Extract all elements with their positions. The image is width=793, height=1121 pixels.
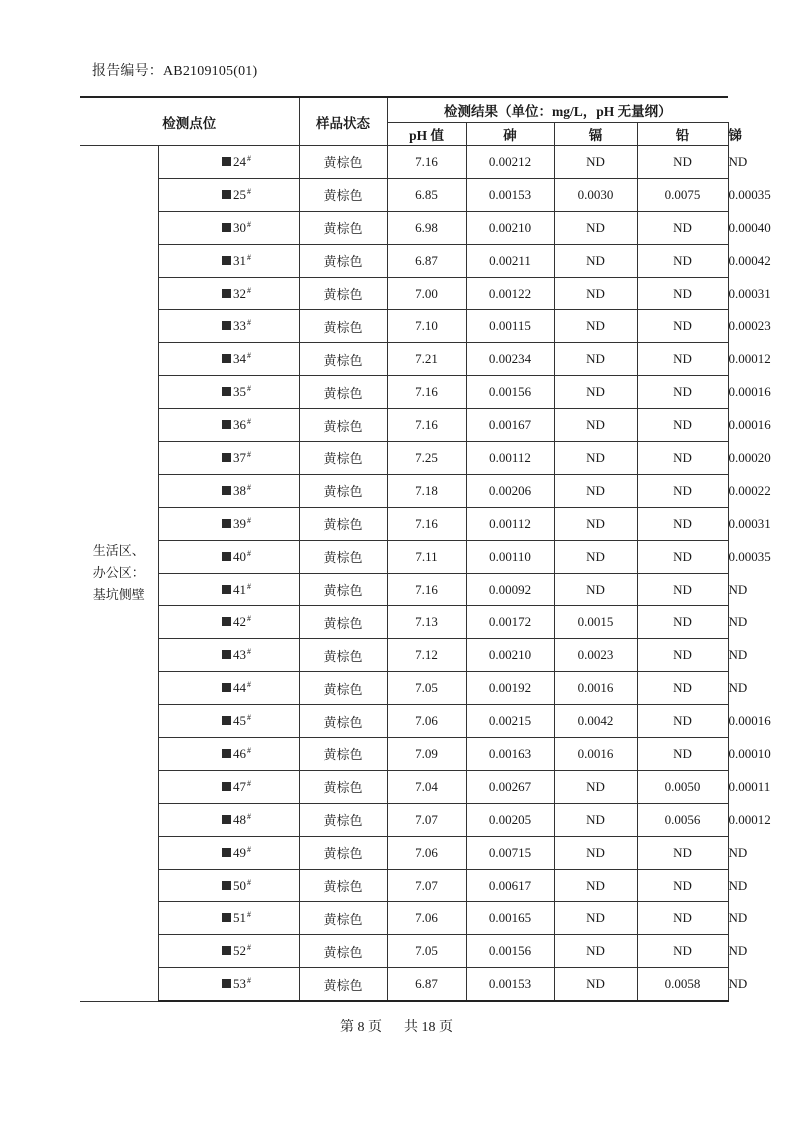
square-marker-icon <box>222 815 231 824</box>
state-cell: 黄棕色 <box>299 474 387 507</box>
point-id: 30 <box>233 219 247 235</box>
lead-cell: ND <box>637 146 728 179</box>
state-cell: 黄棕色 <box>299 770 387 803</box>
ph-cell: 7.05 <box>387 935 466 968</box>
arsenic-cell: 0.00112 <box>466 442 554 475</box>
ph-cell: 6.87 <box>387 244 466 277</box>
ph-cell: 7.12 <box>387 639 466 672</box>
hash-symbol: # <box>247 745 252 755</box>
ph-cell: 6.85 <box>387 178 466 211</box>
table-row: 43# 黄棕色 7.12 0.00210 0.0023 ND ND <box>80 639 728 672</box>
point-cell <box>158 409 299 442</box>
arsenic-cell: 0.00215 <box>466 705 554 738</box>
table-row: 32# 黄棕色 7.00 0.00122 ND ND 0.00031 <box>80 277 728 310</box>
point-cell <box>158 869 299 902</box>
state-cell: 黄棕色 <box>299 606 387 639</box>
point-id: 35 <box>233 384 247 400</box>
ph-cell: 7.07 <box>387 803 466 836</box>
table-row: 45# 黄棕色 7.06 0.00215 0.0042 ND 0.00016 <box>80 705 728 738</box>
hash-symbol: # <box>247 449 252 459</box>
lead-cell: ND <box>637 672 728 705</box>
ph-cell: 7.16 <box>387 376 466 409</box>
point-cell <box>158 178 299 211</box>
arsenic-cell: 0.00715 <box>466 836 554 869</box>
square-marker-icon <box>222 223 231 232</box>
point-id: 40 <box>233 548 247 564</box>
point-id: 41 <box>233 581 247 597</box>
hash-symbol: # <box>247 351 252 361</box>
point-cell <box>158 343 299 376</box>
lead-cell: 0.0050 <box>637 770 728 803</box>
header-lead: 铅 <box>637 123 728 146</box>
square-marker-icon <box>222 190 231 199</box>
hash-symbol: # <box>247 482 252 492</box>
square-marker-icon <box>222 946 231 955</box>
point-id: 33 <box>233 318 247 334</box>
square-marker-icon <box>222 979 231 988</box>
state-cell: 黄棕色 <box>299 442 387 475</box>
hash-symbol: # <box>247 976 252 986</box>
cadmium-cell: 0.0015 <box>554 606 637 639</box>
point-cell <box>158 968 299 1001</box>
table-row: 36# 黄棕色 7.16 0.00167 ND ND 0.00016 <box>80 409 728 442</box>
table-row: 35# 黄棕色 7.16 0.00156 ND ND 0.00016 <box>80 376 728 409</box>
arsenic-cell: 0.00153 <box>466 968 554 1001</box>
cadmium-cell: ND <box>554 244 637 277</box>
hash-symbol: # <box>247 548 252 558</box>
point-id: 39 <box>233 515 247 531</box>
cadmium-cell: ND <box>554 968 637 1001</box>
cadmium-cell: ND <box>554 869 637 902</box>
page-total: 共 18 页 <box>404 1020 453 1035</box>
square-marker-icon <box>222 782 231 791</box>
cadmium-cell: ND <box>554 343 637 376</box>
point-id: 31 <box>233 252 247 268</box>
state-cell: 黄棕色 <box>299 211 387 244</box>
hash-symbol: # <box>247 318 252 328</box>
point-cell <box>158 507 299 540</box>
point-id: 51 <box>233 910 247 926</box>
state-cell: 黄棕色 <box>299 409 387 442</box>
cadmium-cell: ND <box>554 507 637 540</box>
point-id: 32 <box>233 285 247 301</box>
point-id: 50 <box>233 877 247 893</box>
hash-symbol: # <box>247 252 252 262</box>
table-row: 48# 黄棕色 7.07 0.00205 ND 0.0056 0.00012 <box>80 803 728 836</box>
ph-cell: 7.00 <box>387 277 466 310</box>
cadmium-cell: ND <box>554 376 637 409</box>
point-cell <box>158 573 299 606</box>
cadmium-cell: ND <box>554 277 637 310</box>
ph-cell: 7.10 <box>387 310 466 343</box>
header-ph: pH 值 <box>387 123 466 146</box>
cadmium-cell: ND <box>554 310 637 343</box>
lead-cell: ND <box>637 573 728 606</box>
table-row: 25# 黄棕色 6.85 0.00153 0.0030 0.0075 0.00035 <box>80 178 728 211</box>
arsenic-cell: 0.00206 <box>466 474 554 507</box>
hash-symbol: # <box>247 285 252 295</box>
point-cell <box>158 211 299 244</box>
lead-cell: ND <box>637 442 728 475</box>
ph-cell: 7.09 <box>387 738 466 771</box>
ph-cell: 6.98 <box>387 211 466 244</box>
point-cell <box>158 442 299 475</box>
lead-cell: ND <box>637 935 728 968</box>
ph-cell: 7.06 <box>387 705 466 738</box>
point-cell <box>158 376 299 409</box>
point-id: 42 <box>233 614 247 630</box>
cadmium-cell: ND <box>554 442 637 475</box>
square-marker-icon <box>222 519 231 528</box>
lead-cell: ND <box>637 639 728 672</box>
hash-symbol: # <box>247 713 252 723</box>
ph-cell: 7.18 <box>387 474 466 507</box>
cadmium-cell: 0.0030 <box>554 178 637 211</box>
ph-cell: 7.11 <box>387 540 466 573</box>
state-cell: 黄棕色 <box>299 935 387 968</box>
ph-cell: 7.06 <box>387 836 466 869</box>
ph-cell: 7.05 <box>387 672 466 705</box>
table-row: 46# 黄棕色 7.09 0.00163 0.0016 ND 0.00010 <box>80 738 728 771</box>
arsenic-cell: 0.00110 <box>466 540 554 573</box>
square-marker-icon <box>222 387 231 396</box>
point-id: 34 <box>233 351 247 367</box>
ph-cell: 7.21 <box>387 343 466 376</box>
point-id: 24 <box>233 153 247 169</box>
table-row: 38# 黄棕色 7.18 0.00206 ND ND 0.00022 <box>80 474 728 507</box>
point-id: 37 <box>233 449 247 465</box>
ph-cell: 7.13 <box>387 606 466 639</box>
table-row: 52# 黄棕色 7.05 0.00156 ND ND ND <box>80 935 728 968</box>
arsenic-cell: 0.00167 <box>466 409 554 442</box>
table-row: 40# 黄棕色 7.11 0.00110 ND ND 0.00035 <box>80 540 728 573</box>
arsenic-cell: 0.00115 <box>466 310 554 343</box>
lead-cell: 0.0058 <box>637 968 728 1001</box>
square-marker-icon <box>222 453 231 462</box>
header-point: 检测点位 <box>80 97 299 146</box>
cadmium-cell: ND <box>554 540 637 573</box>
state-cell: 黄棕色 <box>299 672 387 705</box>
point-id: 46 <box>233 745 247 761</box>
lead-cell: ND <box>637 409 728 442</box>
state-cell: 黄棕色 <box>299 968 387 1001</box>
square-marker-icon <box>222 420 231 429</box>
state-cell: 黄棕色 <box>299 902 387 935</box>
arsenic-cell: 0.00172 <box>466 606 554 639</box>
point-id: 52 <box>233 943 247 959</box>
arsenic-cell: 0.00205 <box>466 803 554 836</box>
lead-cell: ND <box>637 211 728 244</box>
table-row: 31# 黄棕色 6.87 0.00211 ND ND 0.00042 <box>80 244 728 277</box>
hash-symbol: # <box>247 680 252 690</box>
cadmium-cell: 0.0042 <box>554 705 637 738</box>
point-cell <box>158 738 299 771</box>
square-marker-icon <box>222 354 231 363</box>
square-marker-icon <box>222 913 231 922</box>
table-row: 47# 黄棕色 7.04 0.00267 ND 0.0050 0.00011 <box>80 770 728 803</box>
hash-symbol: # <box>247 647 252 657</box>
table-body <box>80 146 771 1002</box>
hash-symbol: # <box>247 384 252 394</box>
cadmium-cell: ND <box>554 902 637 935</box>
lead-cell: ND <box>637 376 728 409</box>
ph-cell: 7.07 <box>387 869 466 902</box>
table-row: 33# 黄棕色 7.10 0.00115 ND ND 0.00023 <box>80 310 728 343</box>
table-row: 42# 黄棕色 7.13 0.00172 0.0015 ND ND <box>80 606 728 639</box>
arsenic-cell: 0.00163 <box>466 738 554 771</box>
lead-cell: ND <box>637 606 728 639</box>
hash-symbol: # <box>247 153 252 163</box>
lead-cell: ND <box>637 310 728 343</box>
arsenic-cell: 0.00153 <box>466 178 554 211</box>
arsenic-cell: 0.00211 <box>466 244 554 277</box>
square-marker-icon <box>222 321 231 330</box>
hash-symbol: # <box>247 943 252 953</box>
state-cell: 黄棕色 <box>299 376 387 409</box>
header-results-group: 检测结果（单位：mg/L，pH 无量纲） <box>387 97 728 123</box>
point-id: 36 <box>233 417 247 433</box>
point-id: 47 <box>233 778 247 794</box>
point-id: 38 <box>233 482 247 498</box>
arsenic-cell: 0.00210 <box>466 639 554 672</box>
lead-cell: ND <box>637 277 728 310</box>
cadmium-cell: ND <box>554 803 637 836</box>
state-cell: 黄棕色 <box>299 705 387 738</box>
state-cell: 黄棕色 <box>299 540 387 573</box>
hash-symbol: # <box>247 778 252 788</box>
square-marker-icon <box>222 749 231 758</box>
square-marker-icon <box>222 716 231 725</box>
point-id: 53 <box>233 976 247 992</box>
arsenic-cell: 0.00234 <box>466 343 554 376</box>
arsenic-cell: 0.00156 <box>466 935 554 968</box>
arsenic-cell: 0.00122 <box>466 277 554 310</box>
point-id: 49 <box>233 844 247 860</box>
square-marker-icon <box>222 256 231 265</box>
hash-symbol: # <box>247 219 252 229</box>
table-row: 生活区、 办公区： 基坑侧壁 24# 黄棕色 7.16 0.00212 ND ND ND <box>80 146 728 179</box>
state-cell: 黄棕色 <box>299 277 387 310</box>
point-cell <box>158 836 299 869</box>
square-marker-icon <box>222 289 231 298</box>
state-cell: 黄棕色 <box>299 738 387 771</box>
square-marker-icon <box>222 157 231 166</box>
hash-symbol: # <box>247 910 252 920</box>
square-marker-icon <box>222 617 231 626</box>
table-row: 50# 黄棕色 7.07 0.00617 ND ND ND <box>80 869 728 902</box>
hash-symbol: # <box>247 515 252 525</box>
ph-cell: 7.06 <box>387 902 466 935</box>
table-row: 53# 黄棕色 6.87 0.00153 ND 0.0058 ND <box>80 968 728 1001</box>
ph-cell: 7.16 <box>387 573 466 606</box>
state-cell: 黄棕色 <box>299 869 387 902</box>
state-cell: 黄棕色 <box>299 836 387 869</box>
square-marker-icon <box>222 683 231 692</box>
cadmium-cell: ND <box>554 935 637 968</box>
lead-cell: ND <box>637 343 728 376</box>
point-cell <box>158 277 299 310</box>
point-id: 44 <box>233 680 247 696</box>
state-cell: 黄棕色 <box>299 244 387 277</box>
square-marker-icon <box>222 552 231 561</box>
cadmium-cell: 0.0023 <box>554 639 637 672</box>
point-cell <box>158 935 299 968</box>
lead-cell: ND <box>637 540 728 573</box>
table-row: 34# 黄棕色 7.21 0.00234 ND ND 0.00012 <box>80 343 728 376</box>
point-cell <box>158 606 299 639</box>
arsenic-cell: 0.00192 <box>466 672 554 705</box>
point-cell <box>158 803 299 836</box>
point-id: 48 <box>233 811 247 827</box>
square-marker-icon <box>222 650 231 659</box>
header-state: 样品状态 <box>299 97 387 146</box>
state-cell: 黄棕色 <box>299 507 387 540</box>
square-marker-icon <box>222 486 231 495</box>
arsenic-cell: 0.00267 <box>466 770 554 803</box>
arsenic-cell: 0.00617 <box>466 869 554 902</box>
table-row: 41# 黄棕色 7.16 0.00092 ND ND ND <box>80 573 728 606</box>
state-cell: 黄棕色 <box>299 639 387 672</box>
hash-symbol: # <box>247 614 252 624</box>
ph-cell: 6.87 <box>387 968 466 1001</box>
point-cell <box>158 146 299 179</box>
arsenic-cell: 0.00212 <box>466 146 554 179</box>
point-id: 25 <box>233 186 247 202</box>
lead-cell: ND <box>637 902 728 935</box>
lead-cell: ND <box>637 836 728 869</box>
state-cell: 黄棕色 <box>299 343 387 376</box>
cadmium-cell: ND <box>554 211 637 244</box>
square-marker-icon <box>222 585 231 594</box>
table-row: 39# 黄棕色 7.16 0.00112 ND ND 0.00031 <box>80 507 728 540</box>
ph-cell: 7.16 <box>387 409 466 442</box>
point-cell <box>158 639 299 672</box>
lead-cell: ND <box>637 705 728 738</box>
point-cell <box>158 770 299 803</box>
table-row: 37# 黄棕色 7.25 0.00112 ND ND 0.00020 <box>80 442 728 475</box>
state-cell: 黄棕色 <box>299 146 387 179</box>
cadmium-cell: ND <box>554 474 637 507</box>
hash-symbol: # <box>247 811 252 821</box>
lead-cell: ND <box>637 738 728 771</box>
lead-cell: 0.0056 <box>637 803 728 836</box>
arsenic-cell: 0.00210 <box>466 211 554 244</box>
point-cell <box>158 310 299 343</box>
arsenic-cell: 0.00112 <box>466 507 554 540</box>
ph-cell: 7.16 <box>387 507 466 540</box>
results-table <box>80 96 771 1002</box>
cadmium-cell: 0.0016 <box>554 672 637 705</box>
area-label: 生活区、 办公区： 基坑侧壁 <box>80 146 158 1002</box>
lead-cell: ND <box>637 869 728 902</box>
table-row: 51# 黄棕色 7.06 0.00165 ND ND ND <box>80 902 728 935</box>
square-marker-icon <box>222 881 231 890</box>
table-row: 49# 黄棕色 7.06 0.00715 ND ND ND <box>80 836 728 869</box>
cadmium-cell: ND <box>554 146 637 179</box>
lead-cell: ND <box>637 507 728 540</box>
hash-symbol: # <box>247 844 252 854</box>
header-arsenic: 砷 <box>466 123 554 146</box>
point-id: 43 <box>233 647 247 663</box>
ph-cell: 7.25 <box>387 442 466 475</box>
arsenic-cell: 0.00156 <box>466 376 554 409</box>
ph-cell: 7.16 <box>387 146 466 179</box>
cadmium-cell: ND <box>554 409 637 442</box>
point-cell <box>158 474 299 507</box>
cadmium-cell: 0.0016 <box>554 738 637 771</box>
header-cadmium: 镉 <box>554 123 637 146</box>
point-id: 45 <box>233 713 247 729</box>
state-cell: 黄棕色 <box>299 573 387 606</box>
ph-cell: 7.04 <box>387 770 466 803</box>
square-marker-icon <box>222 848 231 857</box>
header-row-2: pH 值 砷 镉 铅 锑 <box>80 123 728 146</box>
point-cell <box>158 244 299 277</box>
point-cell <box>158 672 299 705</box>
cadmium-cell: ND <box>554 573 637 606</box>
hash-symbol: # <box>247 877 252 887</box>
hash-symbol: # <box>247 186 252 196</box>
state-cell: 黄棕色 <box>299 803 387 836</box>
cadmium-cell: ND <box>554 836 637 869</box>
point-cell <box>158 902 299 935</box>
lead-cell: ND <box>637 244 728 277</box>
lead-cell: 0.0075 <box>637 178 728 211</box>
hash-symbol: # <box>247 417 252 427</box>
point-cell <box>158 540 299 573</box>
page-footer <box>0 1016 793 1036</box>
arsenic-cell: 0.00092 <box>466 573 554 606</box>
page-number: 第 8 页 <box>340 1020 382 1035</box>
hash-symbol: # <box>247 581 252 591</box>
lead-cell: ND <box>637 474 728 507</box>
report-number: 报告编号：AB2109105(01) <box>92 64 258 79</box>
arsenic-cell: 0.00165 <box>466 902 554 935</box>
table-row: 30# 黄棕色 6.98 0.00210 ND ND 0.00040 <box>80 211 728 244</box>
state-cell: 黄棕色 <box>299 178 387 211</box>
state-cell: 黄棕色 <box>299 310 387 343</box>
table-row: 44# 黄棕色 7.05 0.00192 0.0016 ND ND <box>80 672 728 705</box>
point-cell <box>158 705 299 738</box>
cadmium-cell: ND <box>554 770 637 803</box>
header-row-1 <box>80 97 728 123</box>
